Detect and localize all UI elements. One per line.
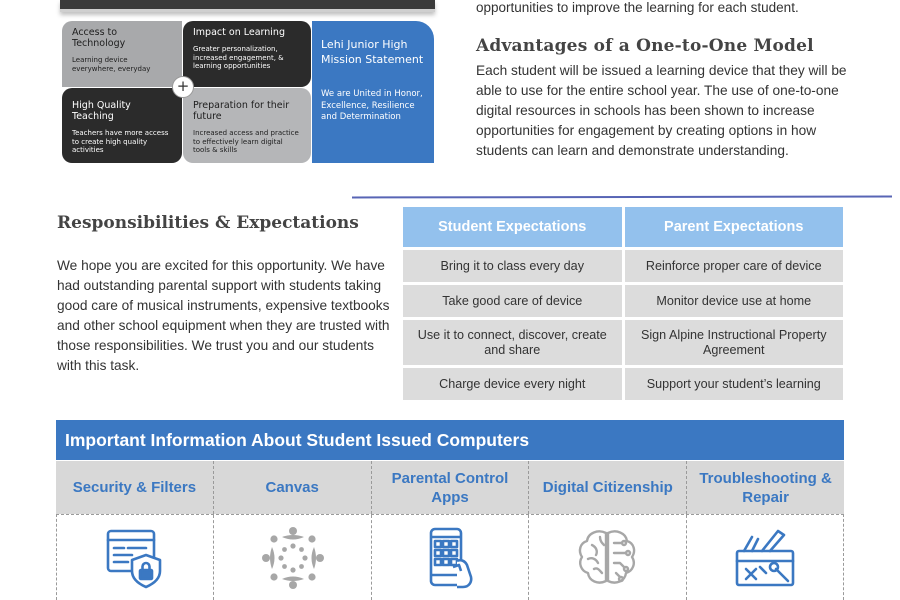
parent-expectations-header: Parent Expectations <box>625 207 844 247</box>
brain-circuit-icon[interactable] <box>529 515 686 600</box>
table-cell: Reinforce proper care of device <box>625 250 844 282</box>
table-cell: Take good care of device <box>403 285 622 317</box>
table-cell: Use it to connect, discover, create and share <box>403 320 622 365</box>
advantages-paragraph: Each student will be issued a learning device that they will be able to use for the entire school year. The use of one-to-one digital resources in schools has been shown to increase opportunities for engagement by creating options in how students can learn and demonstrate understanding. <box>476 63 847 158</box>
responsibilities-paragraph: We hope you are excited for this opportunity. We have had outstanding parental support with students taking good care of musical instruments, expensive textbooks and other school equipment when they are trusted with those responsibilities. We trust you and our students with this task. <box>57 258 390 373</box>
section-divider <box>352 196 892 199</box>
student-expectations-header: Student Expectations <box>403 207 622 247</box>
responsibilities-heading: Responsibilities & Expectations <box>57 213 359 233</box>
troubleshooting-repair-link[interactable]: Troubleshooting & Repair <box>699 469 832 506</box>
photo-edge <box>60 0 435 12</box>
table-row <box>403 285 843 317</box>
access-title: Access to Technology <box>72 27 126 49</box>
impact-title: Impact on Learning <box>193 27 285 38</box>
preparation-box <box>183 88 311 163</box>
important-info-heading: Important Information About Student Issued Computers <box>56 420 844 460</box>
important-info-section <box>56 420 844 600</box>
security-filters-link[interactable]: Security & Filters <box>56 461 214 514</box>
table-cell: Charge device every night <box>403 368 622 400</box>
table-cell: Sign Alpine Instructional Property Agreement <box>625 320 844 365</box>
plus-icon: + <box>172 76 194 98</box>
info-icon-row <box>56 514 844 600</box>
intro-text-tail: opportunities to improve the learning for each student. <box>476 0 799 15</box>
teaching-body: Teachers have more access to create high quality activities <box>72 129 169 154</box>
canvas-link[interactable]: Canvas <box>214 461 372 514</box>
expectations-table <box>403 207 849 400</box>
access-body: Learning device everywhere, everyday <box>72 56 151 73</box>
table-row <box>403 320 843 365</box>
phone-app-icon[interactable] <box>372 515 529 600</box>
preparation-title: Preparation for their future <box>193 100 290 122</box>
table-row <box>403 368 843 400</box>
canvas-logo-icon[interactable] <box>214 515 371 600</box>
high-quality-teaching-box <box>62 88 182 163</box>
table-cell: Bring it to class every day <box>403 250 622 282</box>
advantages-heading: Advantages of a One-to-One Model <box>476 36 814 56</box>
preparation-body: Increased access and practice to effectively learn digital tools & skills <box>193 129 299 154</box>
toolbox-icon[interactable] <box>687 515 843 600</box>
mission-body: We are United in Honor, Excellence, Resilience and Determination <box>321 89 423 122</box>
mission-title: Lehi Junior High Mission Statement <box>321 38 424 66</box>
digital-citizenship-link[interactable]: Digital Citizenship <box>529 461 687 514</box>
impact-on-learning-box <box>183 21 311 87</box>
table-row <box>403 250 843 282</box>
mission-statement-box <box>312 21 434 163</box>
table-cell: Support your student’s learning <box>625 368 844 400</box>
impact-body: Greater personalization, increased engagement, & learning opportunities <box>193 45 284 70</box>
info-column-headers <box>56 460 844 514</box>
teaching-title: High Quality Teaching <box>72 100 131 122</box>
access-to-technology-box <box>62 21 182 87</box>
parental-control-apps-link[interactable]: Parental Control Apps <box>372 461 530 514</box>
table-cell: Monitor device use at home <box>625 285 844 317</box>
security-lock-icon[interactable] <box>57 515 214 600</box>
